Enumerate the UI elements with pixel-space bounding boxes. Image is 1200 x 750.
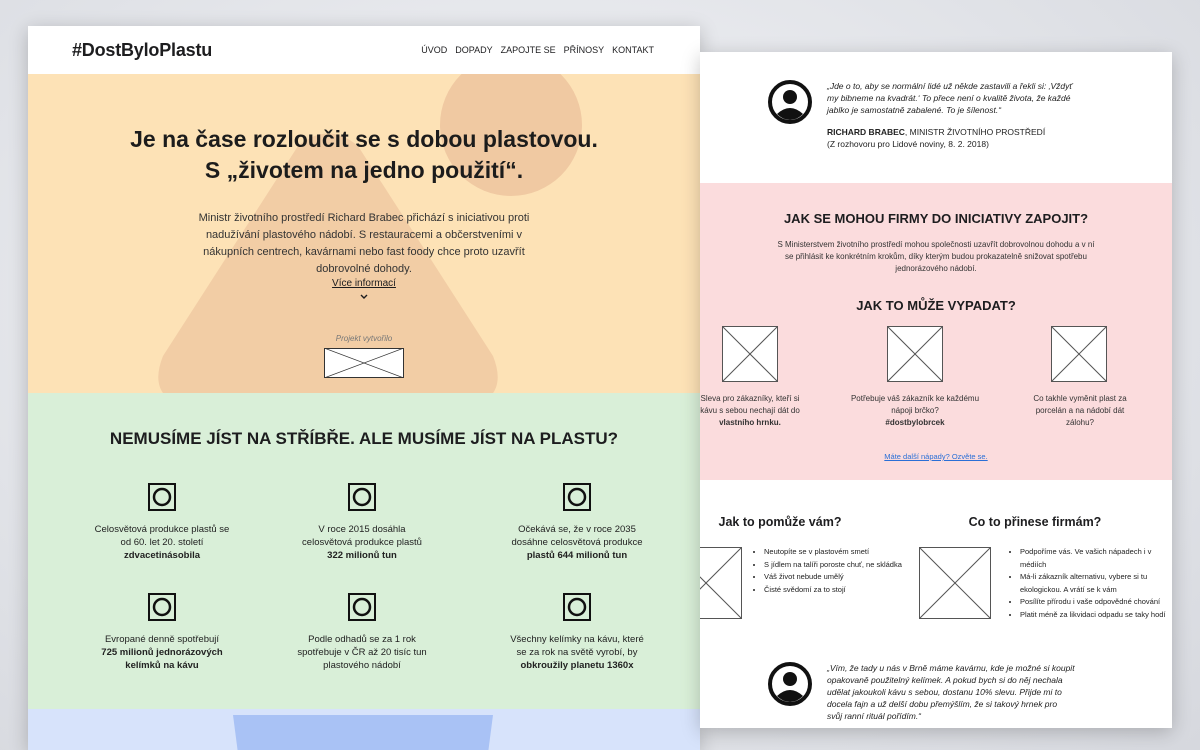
quote-source: (Z rozhovoru pro Lidové noviny, 8. 2. 2018)	[827, 139, 989, 149]
firms-heading: JAK SE MOHOU FIRMY DO INICIATIVY ZAPOJIT?	[783, 211, 1089, 226]
list-item-text: Má-li zákazník alternativu, vybere si tu	[1020, 572, 1148, 581]
card-text: Sleva pro zákazníky, kteří si	[700, 394, 800, 403]
quote-text: docela fajn a už delší dobu přemýšlím, že si takový hrnek pro	[827, 699, 1058, 709]
chevron-down-icon[interactable]	[359, 292, 369, 302]
facts-section	[28, 393, 700, 709]
minister-quote	[827, 80, 1127, 150]
fact-text: plastového nádobí	[323, 660, 401, 671]
main-menu	[413, 45, 654, 55]
ideas-contact-link[interactable]: Máte další nápady? Ozvěte se.	[884, 452, 988, 461]
image-placeholder	[1051, 326, 1107, 382]
quote-text: my bibneme na kvadrát.‘ To přece není o kvalitě života, že každé	[827, 93, 1071, 103]
quote-author-name: RICHARD BRABEC	[827, 127, 905, 137]
firms-description-line: jednorázového nádobí.	[895, 264, 977, 273]
fact-text: V roce 2015 dosáhla	[318, 524, 406, 535]
quote-text: opakovaně použitelný kelímek. A pokud bych si do něj nechala	[827, 675, 1063, 685]
card-text: porcelán a na nádobí dát	[1035, 406, 1125, 415]
fact-icon	[148, 593, 176, 621]
card-text: Co takhle vyměnit plast za	[1033, 394, 1127, 403]
fact-text: Evropané denně spotřebují	[104, 634, 220, 645]
fact-icon	[563, 593, 591, 621]
firms-section	[700, 183, 1172, 480]
quote-text: „Vím, že tady u nás v Brně máme kavárnu, kde je možné si koupit	[827, 663, 1075, 673]
list-item	[1020, 546, 1172, 571]
examples-heading: JAK TO MŮŽE VYPADAT?	[856, 298, 1016, 313]
more-info	[28, 278, 700, 289]
more-info-link[interactable]: Více informací	[332, 278, 396, 289]
customer-quote	[827, 662, 1147, 722]
fact-text: celosvětová produkce plastů	[302, 537, 422, 548]
site-logo[interactable]: #DostByloPlastu	[72, 39, 213, 60]
fact-text: Podle odhadů se za 1 rok	[308, 634, 416, 645]
fact-icon	[563, 483, 591, 511]
hero-lead: Ministr životního prostředí Richard Brabec přichází s iniciativou proti nadužívání plastového nádobí. S restauracemi a občerstveními v nákupních centrech, kavárnami nebo fast foody chce proto uzavřít dobrovolné dohody.	[198, 212, 530, 275]
card-text: zálohu?	[1065, 418, 1095, 427]
fact-highlight: 725 milionů jednorázových	[101, 647, 223, 658]
list-item: • Čisté svědomí za to stojí	[764, 584, 924, 597]
fact-item	[487, 483, 667, 562]
list-item: • Platit méně za likvidaci odpadu se taky hodí	[1020, 609, 1172, 622]
list-item: • Posílíte přírodu i vaše odpovědné chování	[1020, 596, 1172, 609]
image-placeholder	[919, 547, 991, 619]
example-card	[1020, 393, 1140, 429]
fact-highlight: obkroužily planetu 1360x	[520, 660, 634, 671]
fact-item	[272, 483, 452, 562]
quote-author	[827, 126, 1127, 138]
list-item: • Váš život nebude umělý	[764, 571, 924, 584]
quote-text: „Jde o to, aby se normální lidé už někde zastavili a řekli si: ‚Vždyť	[827, 81, 1073, 91]
fact-highlight: kelímků na kávu	[125, 660, 199, 671]
fact-text: Všechny kelímky na kávu, které	[510, 634, 644, 645]
fact-icon	[348, 483, 376, 511]
image-placeholder	[722, 326, 778, 382]
card-text: kávu s sebou nechají dát do	[700, 406, 800, 415]
list-item-text: médiích	[1020, 559, 1047, 569]
list-item	[1020, 571, 1172, 596]
decorative-cup-shape	[233, 715, 493, 750]
quote-text: udělat jakoukoli kávu s sebou, dostanu 10% slevu. Přijde mi to	[827, 687, 1062, 697]
partner-logo-placeholder	[324, 348, 404, 378]
benefits-you-heading: Jak to pomůže vám?	[718, 515, 842, 529]
fact-text: od 60. let 20. století	[120, 537, 204, 548]
menu-item-kontakt[interactable]: KONTAKT	[612, 45, 654, 55]
fact-icon	[348, 593, 376, 621]
menu-item-zapojte-se[interactable]: ZAPOJTE SE	[500, 45, 556, 55]
fact-item	[272, 593, 452, 672]
fact-highlight: plastů 644 milionů tun	[526, 550, 628, 561]
list-item-text: ekologickou. A vrátí se k vám	[1020, 584, 1117, 594]
fact-text: Očekává se, že v roce 2035	[518, 524, 636, 535]
fact-item	[72, 483, 252, 562]
fact-highlight: zdvacetinásobila	[123, 550, 201, 561]
list-item: • S jídlem na talíři poroste chuť, ne skládka	[764, 559, 924, 572]
benefits-you-list	[752, 546, 924, 596]
quote-text: svůj ranní rituál pořídím.“	[827, 711, 922, 721]
firms-description	[740, 239, 1132, 275]
fact-text: spotřebuje v ČR až 20 tisíc tun	[297, 647, 427, 658]
fact-item	[72, 593, 252, 672]
fact-icon	[148, 483, 176, 511]
list-item: • Neutopíte se v plastovém smetí	[764, 546, 924, 559]
image-placeholder	[700, 547, 742, 619]
hero-section	[28, 74, 700, 393]
hero-title-line1: Je na čase rozloučit se s dobou plastovou.	[130, 126, 598, 152]
facts-heading: NEMUSÍME JÍST NA STŘÍBŘE. ALE MUSÍME JÍST NA PLASTU?	[109, 429, 619, 448]
hero-title	[28, 124, 700, 186]
customer-avatar-icon	[768, 662, 812, 706]
example-card	[700, 393, 810, 429]
fact-text: Celosvětová produkce plastů se	[94, 524, 230, 535]
card-text: nápoji brčko?	[891, 406, 939, 415]
menu-item-uvod[interactable]: ÚVOD	[421, 45, 448, 55]
hero-title-line2: S „životem na jedno použití“.	[204, 157, 524, 183]
minister-avatar-icon	[768, 80, 812, 124]
benefits-firms-list	[1008, 546, 1172, 621]
menu-item-dopady[interactable]: DOPADY	[455, 45, 493, 55]
firms-description-line: se přihlásit ke konkrétním krokům, díky kterým budou prokazatelně snižovat spotřebu	[785, 252, 1087, 261]
list-item-text: Podpoříme vás. Ve vašich nápadech i v	[1020, 547, 1152, 556]
top-navbar	[28, 26, 700, 74]
fact-text: dosáhne celosvětová produkce	[511, 537, 643, 548]
next-section-preview	[28, 709, 700, 750]
image-placeholder	[887, 326, 943, 382]
fact-item	[487, 593, 667, 672]
right-page	[700, 52, 1172, 728]
quote-text: jablko je samostatně zabalené. To je šílenost.“	[827, 105, 1002, 115]
quote-author-role: , MINISTR ŽIVOTNÍHO PROSTŘEDÍ	[904, 127, 1046, 137]
menu-item-prinosy[interactable]: PŘÍNOSY	[563, 45, 605, 55]
card-text: Potřebuje váš zákazník ke každému	[850, 394, 980, 403]
fact-text: se za rok na světě vyrobí, by	[516, 647, 638, 658]
created-by-label: Projekt vytvořilo	[335, 334, 393, 343]
fact-highlight: 322 milionů tun	[327, 550, 397, 561]
firms-description-line: S Ministerstvem životního prostředí mohou společnosti uzavřít dobrovolnou dohodu a v ní	[777, 240, 1095, 249]
card-highlight: vlastního hrnku.	[719, 418, 781, 427]
card-hashtag: #dostbylobrcek	[885, 418, 945, 427]
benefits-firms-heading: Co to přinese firmám?	[968, 515, 1102, 529]
example-card	[845, 393, 985, 429]
left-page	[28, 26, 700, 750]
